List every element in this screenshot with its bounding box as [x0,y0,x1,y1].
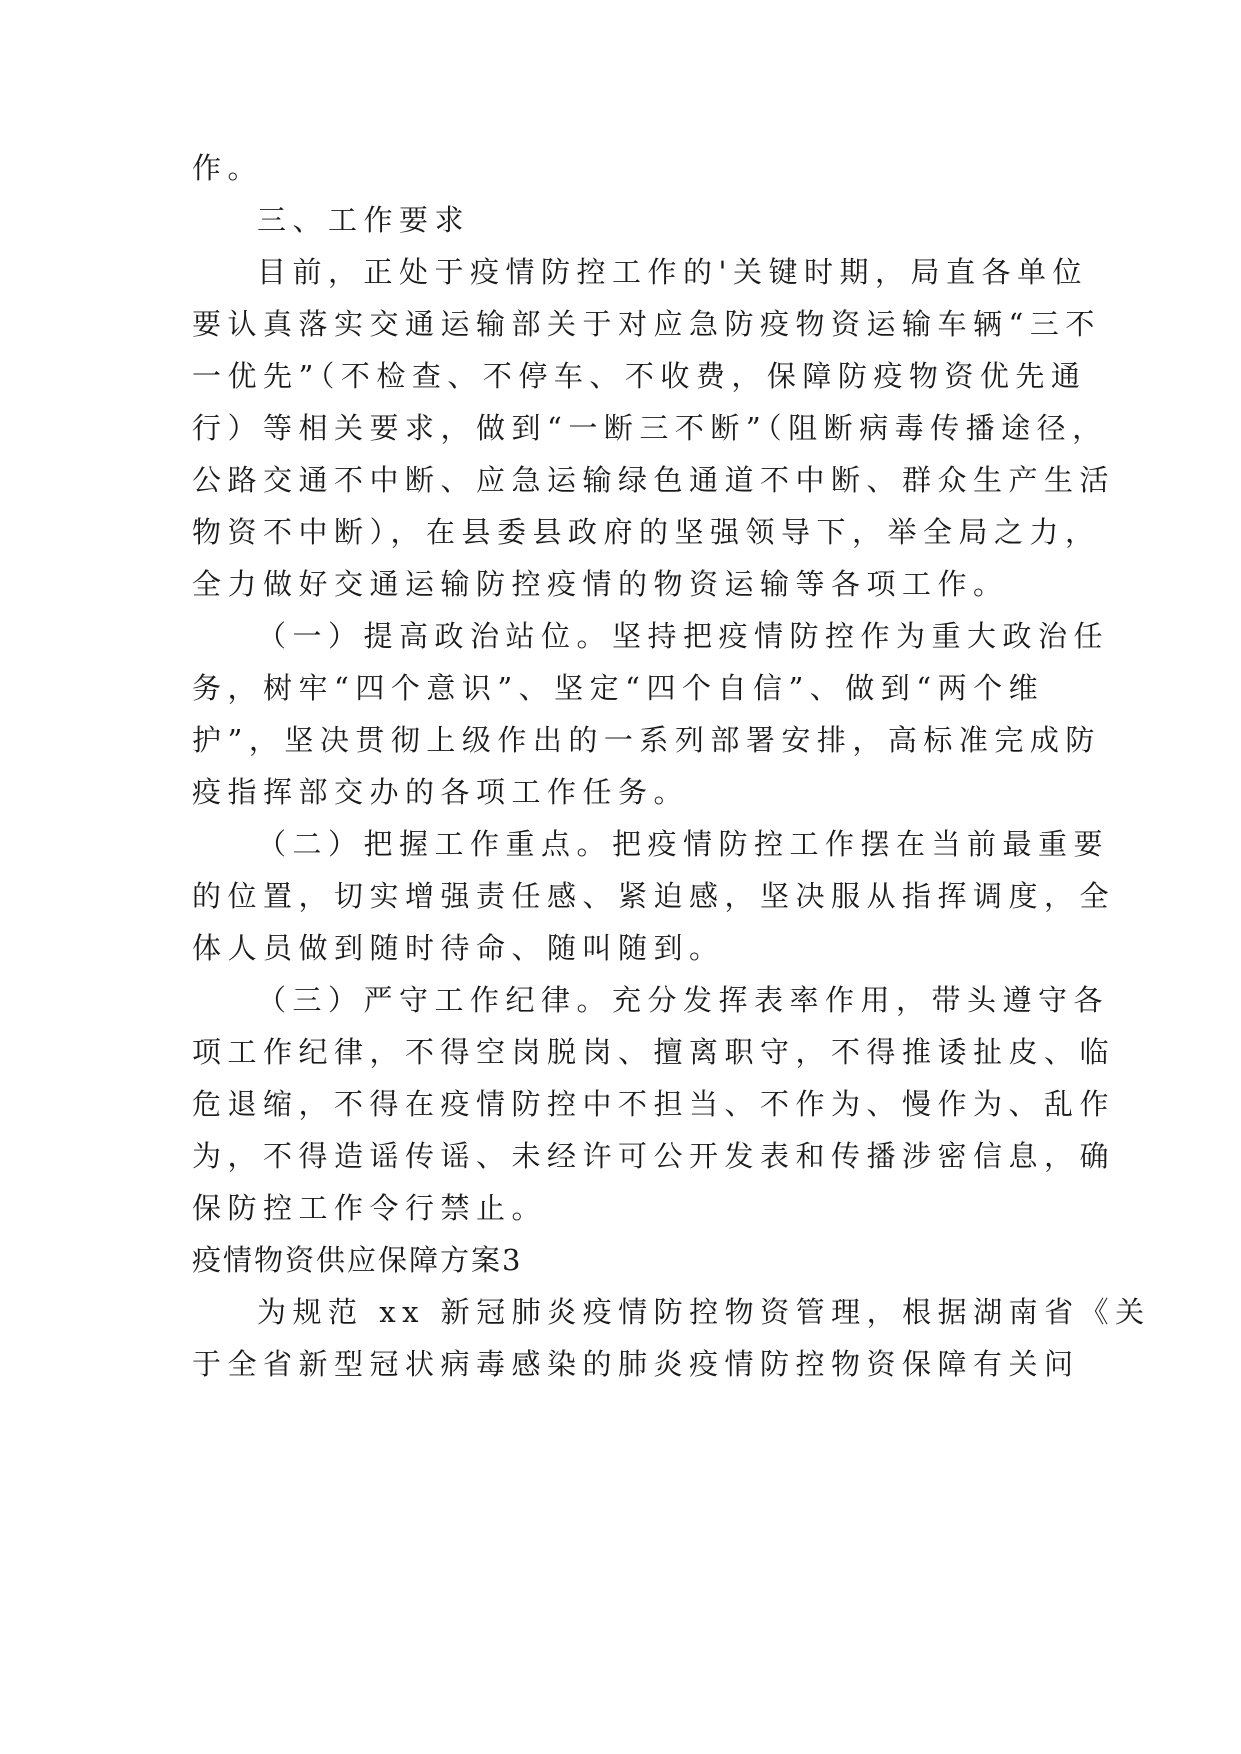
text-line: 行）等相关要求，做到“一断三不断”（阻断病毒传播途径， [192,411,1108,445]
text-line: 项工作纪律，不得空岗脱岗、擅离职守，不得推诿扯皮、临 [192,1035,1116,1069]
text-line: 体人员做到随时待命、随叫随到。 [192,931,725,965]
text-line: （三）严守工作纪律。充分发挥表率作用，带头遵守各 [257,983,1110,1017]
text-line: 全力做好交通运输防控疫情的物资运输等各项工作。 [192,567,1009,601]
document-title: 疫情物资供应保障方案3 [192,1243,523,1277]
text-line: 疫指挥部交办的各项工作任务。 [192,775,690,809]
text-line: （二）把握工作重点。把疫情防控工作摆在当前最重要 [257,827,1110,861]
text-line: 于全省新型冠状病毒感染的肺炎疫情防控物资保障有关问 [192,1347,1080,1381]
text-line: 公路交通不中断、应急运输绿色通道不中断、群众生产生活 [192,463,1116,497]
text-line: 目前，正处于疫情防控工作的'关键时期，局直各单位 [257,255,1088,289]
text-line: 作。 [192,151,264,185]
text-line: 为，不得造谣传谣、未经许可公开发表和传播涉密信息，确 [192,1139,1116,1173]
text-line: 为规范 xx 新冠肺炎疫情防控物资管理，根据湖南省《关 [257,1295,1151,1329]
text-line: 一优先”（不检查、不停车、不收费，保障防疫物资优先通 [192,359,1087,393]
text-line: （一）提高政治站位。坚持把疫情防控作为重大政治任 [257,619,1110,653]
text-line: 保防控工作令行禁止。 [192,1191,548,1225]
section-heading: 三、工作要求 [257,203,471,237]
text-line: 要认真落实交通运输部关于对应急防疫物资运输车辆“三不 [192,307,1101,341]
text-line: 护”，坚决贯彻上级作出的一系列部署安排，高标准完成防 [192,723,1101,757]
text-line: 的位置，切实增强责任感、紧迫感，坚决服从指挥调度，全 [192,879,1116,913]
text-line: 危退缩，不得在疫情防控中不担当、不作为、慢作为、乱作 [192,1087,1116,1121]
text-line: 物资不中断），在县委县政府的坚强领导下，举全局之力， [192,515,1101,549]
text-line: 务，树牢“四个意识”、坚定“四个自信”、做到“两个维 [192,671,1045,705]
